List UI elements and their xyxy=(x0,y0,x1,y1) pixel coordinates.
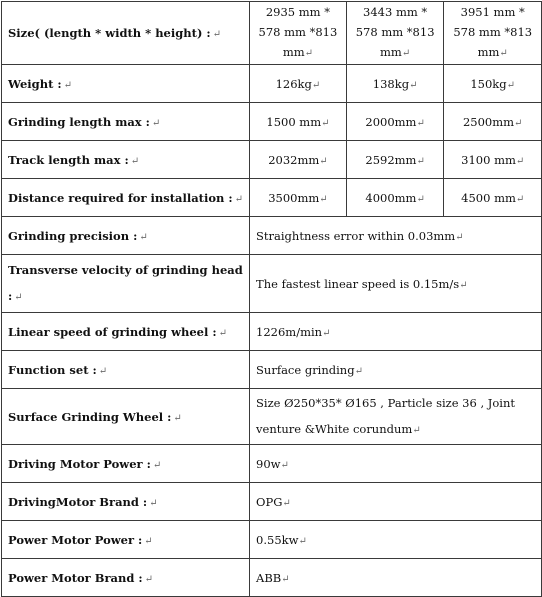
paragraph-mark-icon: ↵ xyxy=(304,48,314,59)
row-label-text: Function set : xyxy=(8,362,97,377)
paragraph-mark-icon: ↵ xyxy=(130,155,140,167)
row-label-installation-distance xyxy=(2,179,250,217)
installation-distance-value-1 xyxy=(250,179,347,217)
row-label-grinding-length xyxy=(2,103,250,141)
row-label-driving-motor-brand xyxy=(2,483,250,521)
paragraph-mark-icon: ↵ xyxy=(416,155,425,167)
cell-text: 1500 mm xyxy=(266,114,322,129)
cell-text: 2500mm xyxy=(462,114,515,129)
paragraph-mark-icon: ↵ xyxy=(354,365,363,377)
table-row-grinding-length xyxy=(2,103,542,141)
paragraph-mark-icon: ↵ xyxy=(319,155,328,167)
cell-text: Surface grinding xyxy=(256,362,355,377)
paragraph-mark-icon: ↵ xyxy=(280,459,289,471)
grinding-precision-value xyxy=(250,217,542,255)
paragraph-mark-icon: ↵ xyxy=(298,535,307,547)
grinding-wheel-value xyxy=(250,389,542,445)
cell-text: 90w xyxy=(256,456,281,471)
cell-text: 3443 mm * 578 mm *813 mm xyxy=(355,5,435,59)
row-label-text: Transverse velocity of grinding head : xyxy=(8,262,243,303)
driving-motor-power-value xyxy=(250,445,542,483)
paragraph-mark-icon: ↵ xyxy=(515,155,525,167)
table-row-driving-motor-brand xyxy=(2,483,542,521)
row-label-linear-speed xyxy=(2,313,250,351)
paragraph-mark-icon: ↵ xyxy=(409,79,418,91)
weight-value-2 xyxy=(346,65,444,103)
power-motor-brand-value xyxy=(250,559,542,597)
function-set-value xyxy=(250,351,542,389)
table-row-installation-distance xyxy=(2,179,542,217)
cell-text: Size Ø250*35* Ø165 , Particle size 36 , Joint venture &White corundum xyxy=(256,395,516,436)
paragraph-mark-icon: ↵ xyxy=(98,365,108,377)
track-length-value-2 xyxy=(346,141,444,179)
cell-text: 3500mm xyxy=(268,190,320,205)
weight-value-3 xyxy=(444,65,542,103)
row-label-text: Track length max : xyxy=(8,152,129,167)
table-row-power-motor-brand xyxy=(2,559,542,597)
cell-text: The fastest linear speed is 0.15m/s xyxy=(256,276,460,291)
row-label-grinding-wheel xyxy=(2,389,250,445)
track-length-value-1 xyxy=(250,141,347,179)
grinding-length-value-2 xyxy=(346,103,444,141)
installation-distance-value-2 xyxy=(346,179,444,217)
table-row-driving-motor-power xyxy=(2,445,542,483)
installation-distance-value-3 xyxy=(444,179,542,217)
cell-text: 2592mm xyxy=(365,152,417,167)
row-label-power-motor-brand xyxy=(2,559,250,597)
row-label-text: Driving Motor Power : xyxy=(8,456,151,471)
paragraph-mark-icon: ↵ xyxy=(144,573,154,585)
cell-text: 3100 mm xyxy=(461,152,516,167)
size-value-2 xyxy=(346,2,444,65)
cell-text: 2032mm xyxy=(268,152,320,167)
paragraph-mark-icon: ↵ xyxy=(311,79,321,91)
table-row-function-set xyxy=(2,351,542,389)
size-value-1 xyxy=(250,2,347,65)
row-label-function-set xyxy=(2,351,250,389)
table-row-linear-speed xyxy=(2,313,542,351)
cell-text: OPG xyxy=(256,494,283,509)
paragraph-mark-icon: ↵ xyxy=(152,459,162,471)
paragraph-mark-icon: ↵ xyxy=(281,573,290,585)
row-label-text: Grinding precision : xyxy=(8,228,138,243)
power-motor-power-value xyxy=(250,521,542,559)
cell-text: ABB xyxy=(256,570,282,585)
paragraph-mark-icon: ↵ xyxy=(321,117,330,129)
row-label-text: Size( (length * width * height) : xyxy=(8,26,211,40)
paragraph-mark-icon: ↵ xyxy=(499,48,508,59)
cell-text: 2935 mm * 578 mm *813 mm xyxy=(258,5,338,59)
row-label-weight xyxy=(2,65,250,103)
row-label-text: Weight : xyxy=(8,76,62,91)
row-label-transverse-velocity xyxy=(2,255,250,313)
paragraph-mark-icon: ↵ xyxy=(319,193,328,205)
track-length-value-3 xyxy=(444,141,542,179)
paragraph-mark-icon: ↵ xyxy=(149,497,158,509)
paragraph-mark-icon: ↵ xyxy=(173,412,182,424)
paragraph-mark-icon: ↵ xyxy=(459,279,468,291)
cell-text: 4500 mm xyxy=(461,190,516,205)
row-label-text: Power Motor Brand : xyxy=(8,570,143,585)
paragraph-mark-icon: ↵ xyxy=(322,327,331,339)
size-value-3 xyxy=(444,2,542,65)
paragraph-mark-icon: ↵ xyxy=(139,231,148,243)
table-row-transverse-velocity xyxy=(2,255,542,313)
paragraph-mark-icon: ↵ xyxy=(282,497,291,509)
paragraph-mark-icon: ↵ xyxy=(515,193,525,205)
linear-speed-value xyxy=(250,313,542,351)
row-label-text: Power Motor Power : xyxy=(8,532,143,547)
transverse-velocity-value xyxy=(250,255,542,313)
row-label-grinding-precision xyxy=(2,217,250,255)
table-row-grinding-wheel xyxy=(2,389,542,445)
paragraph-mark-icon: ↵ xyxy=(506,79,516,91)
cell-text: 0.55kw xyxy=(256,532,299,547)
specification-table xyxy=(1,1,542,597)
weight-value-1 xyxy=(250,65,347,103)
row-label-text: Distance required for installation : xyxy=(8,190,233,205)
cell-text: 126kg xyxy=(275,76,312,91)
table-row-grinding-precision xyxy=(2,217,542,255)
grinding-length-value-3 xyxy=(444,103,542,141)
paragraph-mark-icon: ↵ xyxy=(401,48,411,59)
cell-text: 4000mm xyxy=(365,190,417,205)
paragraph-mark-icon: ↵ xyxy=(514,117,523,129)
cell-text: 138kg xyxy=(372,76,410,91)
paragraph-mark-icon: ↵ xyxy=(412,424,421,436)
driving-motor-brand-value xyxy=(250,483,542,521)
cell-text: 3951 mm * 578 mm *813 mm xyxy=(453,5,533,59)
spec-table-frame xyxy=(1,1,542,597)
paragraph-mark-icon: ↵ xyxy=(212,29,222,40)
row-label-text: Grinding length max : xyxy=(8,114,150,129)
paragraph-mark-icon: ↵ xyxy=(416,117,425,129)
table-row-power-motor-power xyxy=(2,521,542,559)
paragraph-mark-icon: ↵ xyxy=(144,535,153,547)
paragraph-mark-icon: ↵ xyxy=(455,231,464,243)
table-row-size xyxy=(2,2,542,65)
paragraph-mark-icon: ↵ xyxy=(234,193,244,205)
row-label-driving-motor-power xyxy=(2,445,250,483)
cell-text: 150kg xyxy=(470,76,507,91)
paragraph-mark-icon: ↵ xyxy=(14,291,23,303)
row-label-text: Surface Grinding Wheel : xyxy=(8,409,172,424)
paragraph-mark-icon: ↵ xyxy=(416,193,425,205)
paragraph-mark-icon: ↵ xyxy=(218,327,228,339)
table-row-weight xyxy=(2,65,542,103)
row-label-text: Linear speed of grinding wheel : xyxy=(8,324,217,339)
paragraph-mark-icon: ↵ xyxy=(63,79,73,91)
row-label-track-length xyxy=(2,141,250,179)
table-row-track-length xyxy=(2,141,542,179)
grinding-length-value-1 xyxy=(250,103,347,141)
row-label-text: DrivingMotor Brand : xyxy=(8,494,148,509)
cell-text: 1226m/min xyxy=(256,324,323,339)
cell-text: 2000mm xyxy=(365,114,417,129)
paragraph-mark-icon: ↵ xyxy=(151,117,161,129)
row-label-size xyxy=(2,2,250,65)
row-label-power-motor-power xyxy=(2,521,250,559)
cell-text: Straightness error within 0.03mm xyxy=(256,228,456,243)
